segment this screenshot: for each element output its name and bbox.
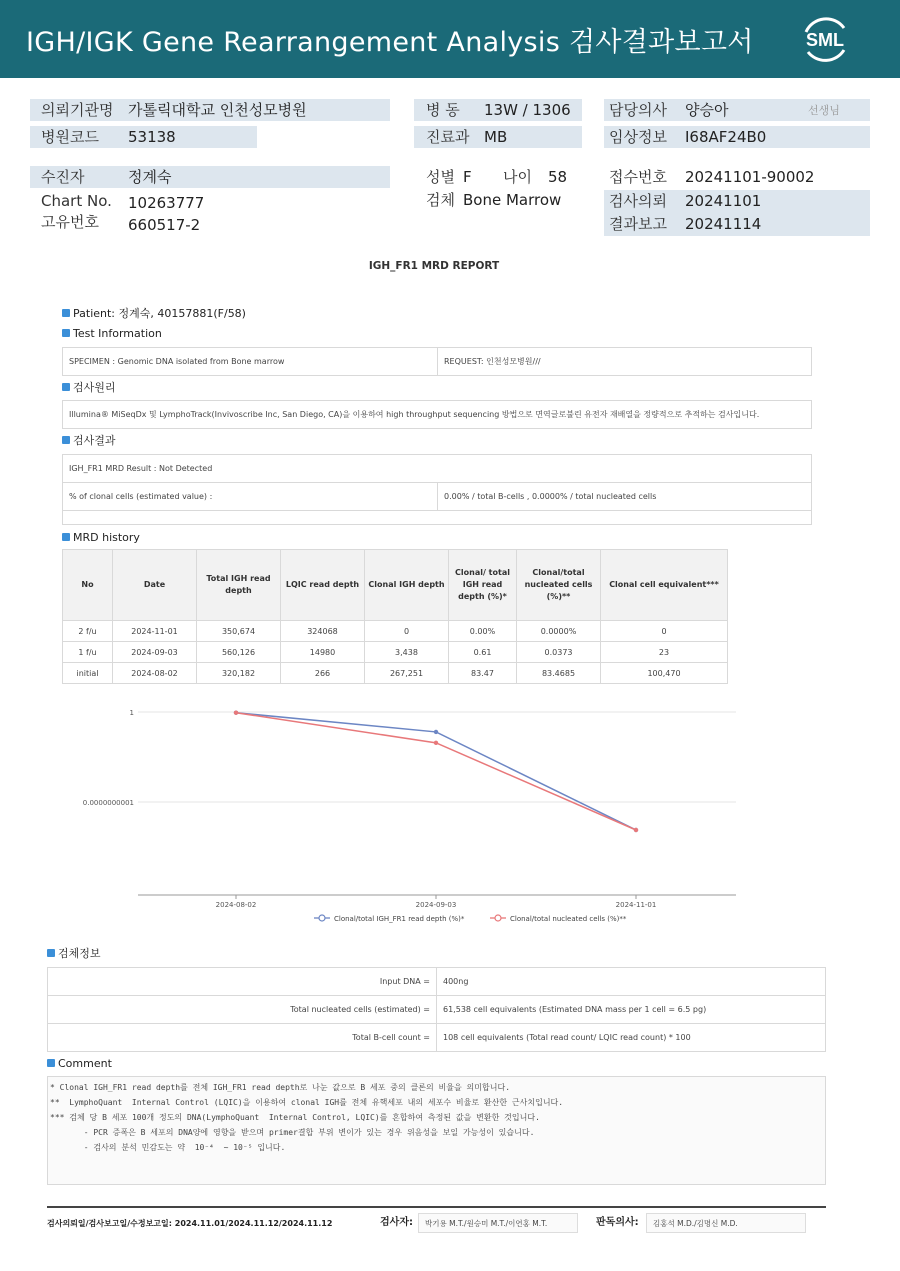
empty-row [63,511,812,525]
request-cell: REQUEST: 인천성모병원/// [438,348,812,376]
mrd-report-title: IGH_FR1 MRD REPORT [368,260,500,272]
patient-label: 수진자 [41,168,85,186]
ward-label: 병 동 [426,101,460,119]
table-row [63,642,728,663]
result-date-label: 결과보고 [609,215,667,233]
patient-value: 정계숙 [128,168,172,186]
request-date-label: 검사의뢰 [609,192,667,210]
comment-line: - PCR 증폭은 B 세포의 DNA양에 영향을 받으며 primer결합 부위 변이가 있는 경우 위음성을 보일 가능성이 있습니다. [50,1128,535,1137]
specimen-value: Bone Marrow [463,191,562,209]
history-cell: 83.4685 [517,663,601,684]
history-cell: 560,126 [197,642,281,663]
comment-heading: Comment [47,1057,112,1071]
specimen-info-value: 61,538 cell equivalents (Estimated DNA mass per 1 cell = 6.5 pg) [437,996,826,1024]
comment-box [47,1076,826,1185]
footer-divider [47,1206,826,1208]
specimen-info-label: Input DNA = [48,968,437,996]
ward-value: 13W / 1306 [484,101,571,119]
report-header [0,0,900,78]
clinical-label: 임상정보 [609,128,667,146]
bullet-icon [47,949,55,957]
sex-label: 성별 [426,168,455,186]
sex-value: F [463,168,472,186]
history-header: Total IGH read depth [197,550,281,621]
history-cell: initial [63,663,113,684]
bullet-icon [62,533,70,541]
history-cell: 14980 [281,642,365,663]
y-tick-label: 0.0000000001 [82,799,134,807]
history-cell: 267,251 [365,663,449,684]
history-cell: 0.0000% [517,621,601,642]
bullet-icon [47,1059,55,1067]
readers-value: 김홍석 M.D./김명신 M.D. [646,1213,806,1233]
history-heading: MRD history [62,531,140,545]
clinical-value: I68AF24B0 [685,128,767,146]
bullet-icon [62,329,70,337]
principle-table [62,400,812,429]
history-cell: 3,438 [365,642,449,663]
mrd-result-cell: IGH_FR1 MRD Result : Not Detected [63,455,812,483]
clonal-value-cell: 0.00% / total B-cells , 0.0000% / total nucleated cells [438,483,812,511]
department-value: MB [484,128,508,146]
table-row [48,996,826,1024]
doctor-suffix: 선생님 [808,104,840,117]
history-cell: 2024-08-02 [113,663,197,684]
history-cell: 0.0373 [517,642,601,663]
test-info-heading: Test Information [62,327,162,341]
request-date-value: 20241101 [685,192,762,210]
x-tick-label: 2024-11-01 [615,901,657,909]
testers-value: 박기용 M.T./원승미 M.T./이연홍 M.T. [418,1213,578,1233]
history-header: LQIC read depth [281,550,365,621]
history-header: Clonal/ total IGH read depth (%)* [449,550,517,621]
legend-marker-dot [319,915,325,921]
reader-label: 판독의사: [596,1217,639,1228]
hospital-code-value: 53138 [128,128,176,146]
specimen-info-heading: 검체정보 [47,947,101,961]
table-row [48,1024,826,1052]
history-cell: 0.61 [449,642,517,663]
mrd-history-table [62,549,728,684]
age-value: 58 [548,168,568,186]
history-cell: 1 f/u [63,642,113,663]
comment-line: * Clonal IGH_FR1 read depth를 전체 IGH_FR1 read depth로 나눈 값으로 B 세포 중의 클론의 비율을 의미합니다. [50,1083,511,1092]
tester-label: 검사자: [380,1217,413,1228]
legend-label: Clonal/total IGH_FR1 read depth (%)* [334,915,465,923]
history-cell: 0.00% [449,621,517,642]
footer-dates: 검사의뢰일/검사보고일/수정보고일: 2024.11.01/2024.11.12/2024.11.12 [47,1219,333,1228]
history-cell: 2024-09-03 [113,642,197,663]
logo-text: SML [806,30,844,50]
chart-no-value: 10263777 [128,194,205,212]
legend-marker-dot [495,915,501,921]
comment-line: ** LymphoQuant Internal Control (LQIC)을 이용하여 clonal IGH를 전체 유핵세포 내의 세포수 비율로 환산한 근사치입니다. [50,1098,564,1107]
history-cell: 266 [281,663,365,684]
legend-label: Clonal/total nucleated cells (%)** [510,915,627,923]
history-cell: 83.47 [449,663,517,684]
comment-line: *** 검체 당 B 세포 100개 정도의 DNA(LymphoQuant Internal Control, LQIC)를 혼합하여 측정된 값을 변환한 것입니다. [50,1113,540,1122]
unique-no-value: 660517-2 [128,216,201,234]
data-point [434,741,438,745]
unique-no-label: 고유번호 [41,213,99,231]
comment-line: - 검사의 분석 민감도는 약 10⁻⁴ ~ 10⁻⁵ 입니다. [50,1143,286,1152]
specimen-label: 검체 [426,191,455,209]
table-row [63,621,728,642]
bullet-icon [62,436,70,444]
history-header: Clonal IGH depth [365,550,449,621]
patient-line: Patient: 정계숙, 40157881(F/58) [62,307,246,321]
mrd-trend-chart [60,700,760,935]
history-cell: 23 [601,642,728,663]
age-label: 나이 [503,168,532,186]
specimen-info-table [47,967,826,1052]
history-cell: 100,470 [601,663,728,684]
result-heading: 검사결과 [62,434,116,448]
receipt-value: 20241101-90002 [685,168,815,186]
y-tick-label: 1 [129,709,134,717]
principle-text: Illumina® MiSeqDx 및 LymphoTrack(Invivoscribe Inc, San Diego, CA)을 이용하여 high throughput sequencing 방법으로 면역글로불린 유전자 재배열을 정량적으로 추적하는 검사입니다. [63,401,812,429]
specimen-info-value: 400ng [437,968,826,996]
specimen-info-label: Total nucleated cells (estimated) = [48,996,437,1024]
history-cell: 0 [365,621,449,642]
specimen-cell: SPECIMEN : Genomic DNA isolated from Bone marrow [63,348,438,376]
result-table [62,454,812,525]
institution-value: 가톨릭대학교 인천성모병원 [128,101,307,119]
x-tick-label: 2024-08-02 [215,901,257,909]
history-cell: 0 [601,621,728,642]
table-row [63,663,728,684]
history-cell: 350,674 [197,621,281,642]
history-cell: 320,182 [197,663,281,684]
result-date-value: 20241114 [685,215,762,233]
receipt-label: 접수번호 [609,168,667,186]
department-label: 진료과 [426,128,470,146]
history-cell: 2024-11-01 [113,621,197,642]
sml-logo [796,12,854,66]
history-header: Date [113,550,197,621]
history-header-row [63,550,728,621]
hospital-code-label: 병원코드 [41,128,99,146]
history-header: Clonal/total nucleated cells (%)** [517,550,601,621]
principle-heading: 검사원리 [62,381,116,395]
data-point [234,711,238,715]
institution-label: 의뢰기관명 [41,101,114,119]
history-header: No [63,550,113,621]
page-title: IGH/IGK Gene Rearrangement Analysis 검사결과보고서 [26,27,754,58]
doctor-value: 양승아 [685,101,729,119]
test-info-table [62,347,812,376]
history-cell: 2 f/u [63,621,113,642]
doctor-label: 담당의사 [609,101,667,119]
specimen-info-value: 108 cell equivalents (Total read count/ LQIC read count) * 100 [437,1024,826,1052]
history-header: Clonal cell equivalent*** [601,550,728,621]
x-tick-label: 2024-09-03 [415,901,457,909]
table-row [48,968,826,996]
data-point [434,730,438,734]
data-point [634,828,638,832]
chart-no-label: Chart No. [41,192,112,210]
bullet-icon [62,309,70,317]
history-cell: 324068 [281,621,365,642]
specimen-info-label: Total B-cell count = [48,1024,437,1052]
bullet-icon [62,383,70,391]
clonal-label-cell: % of clonal cells (estimated value) : [63,483,438,511]
